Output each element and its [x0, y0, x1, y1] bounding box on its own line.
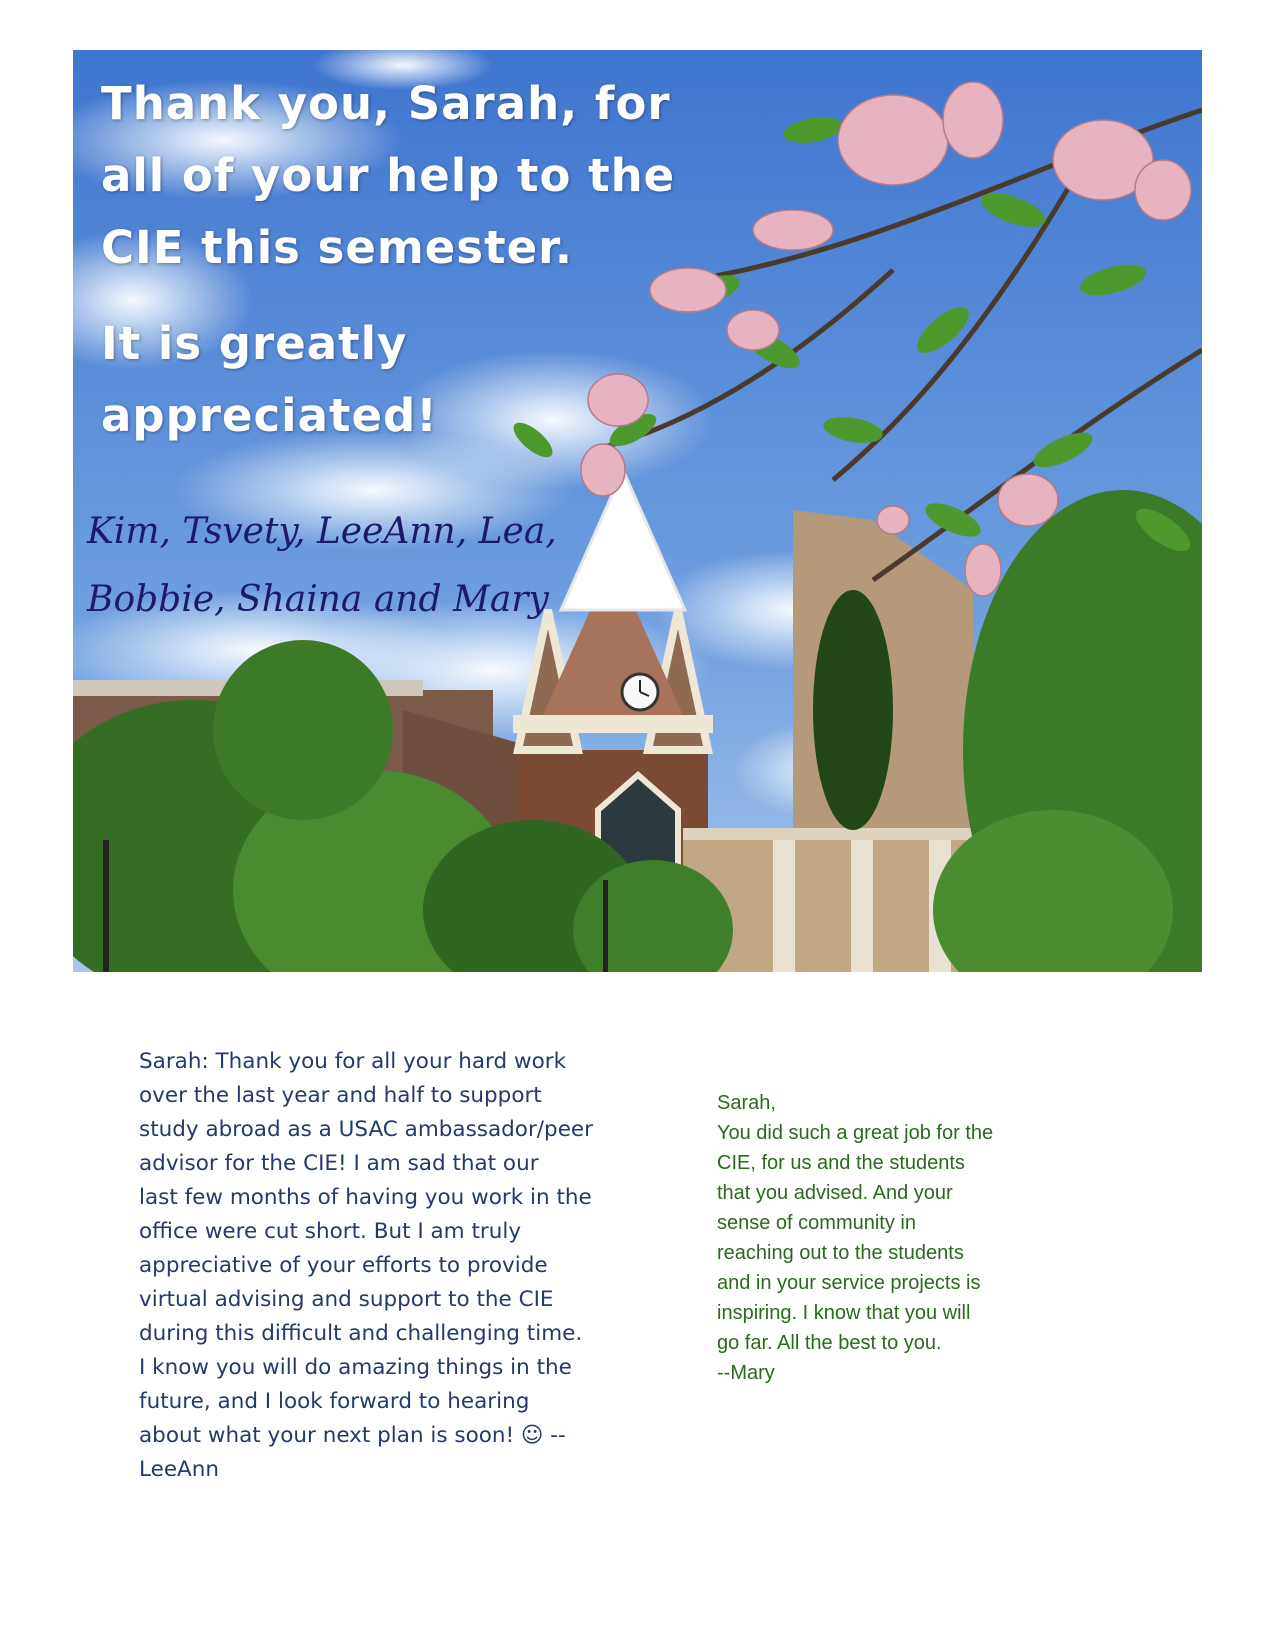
mary-note: Sarah, You did such a great job for the CIE, for us and the students that you advised. And your sense of community in reaching out to the students and in your service projects is inspiring. I know that you will go far. All the best to you. --Mary — [717, 1092, 994, 1384]
campus-photo — [73, 50, 1202, 972]
leeann-note: Sarah: Thank you for all your hard work over the last year and half to support study abroad as a USAC ambassador/peer advisor for the CIE! I am sad that our last few months of having you work in the office were cut short. But I am truly appreciative of your efforts to provide virtual advising and support to the CIE during this difficult and challenging time. I know you will do amazing things in the future, and I look forward to hearing about what your next plan is soon! ☺ -- LeeAnn — [139, 1049, 593, 1482]
team-signatures: Kim, Tsvety, LeeAnn, Lea, Bobbie, Shaina and Mary — [87, 511, 557, 620]
appreciation-line: It is greatly appreciated! — [101, 317, 438, 442]
thank-you-headline: Thank you, Sarah, for all of your help to the CIE this semester. — [101, 77, 676, 274]
